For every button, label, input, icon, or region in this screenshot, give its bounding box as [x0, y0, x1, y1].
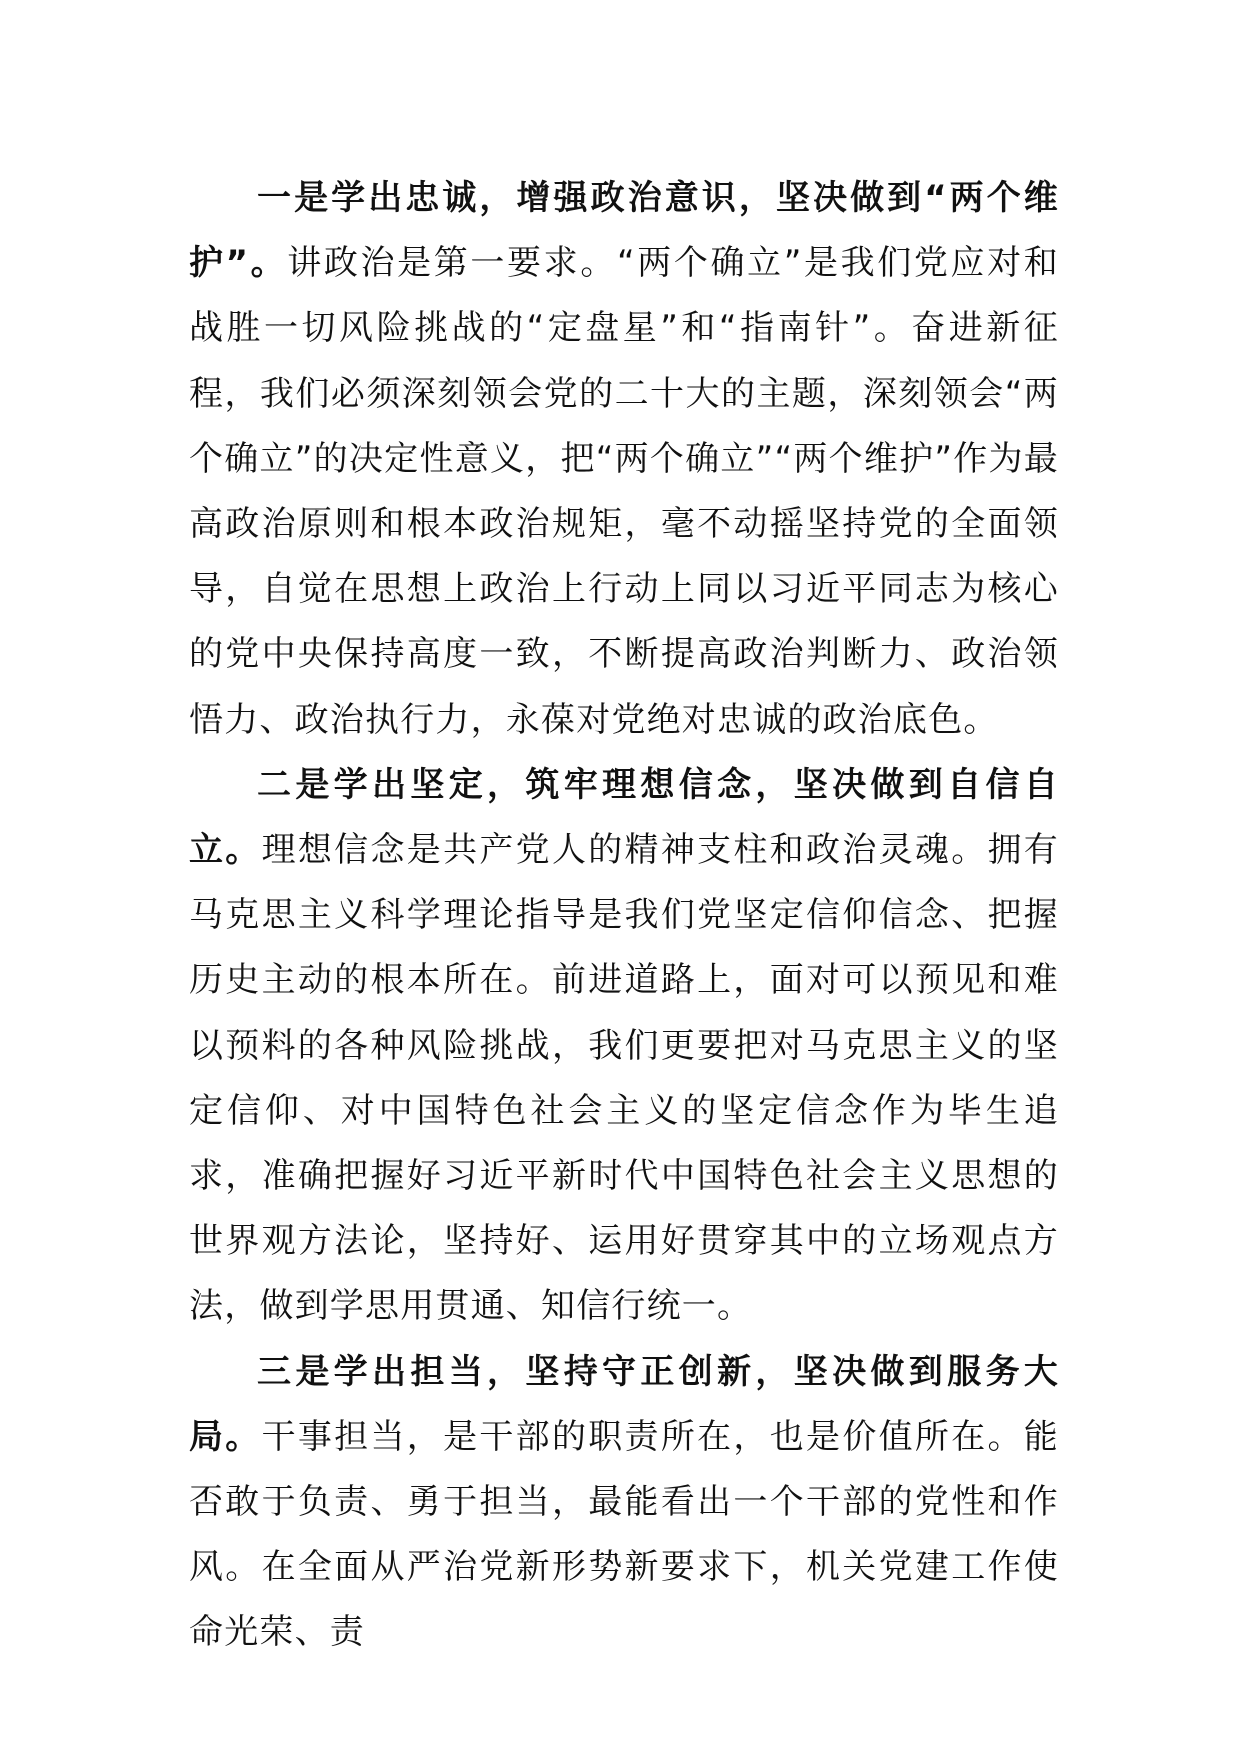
paragraph-text: 干事担当，是干部的职责所在，也是价值所在。能否敢于负责、勇于担当，最能看出一个干部的党性和作风。在全面从严治党新形势新要求下，机关党建工作使命光荣、责: [189, 1416, 1059, 1653]
paragraph-text: 讲政治是第一要求。“两个确立”是我们党应对和战胜一切风险挑战的“定盘星”和“指南针”。奋进新征程，我们必须深刻领会党的二十大的主题，深刻领会“两个确立”的决定性意义，把“两个确立”“两个维护”作为最高政治原则和根本政治规矩，毫不动摇坚持党的全面领导，自觉在思想上政治上行动上同以习近平同志为核心的党中央保持高度一致，不断提高政治判断力、政治领悟力、政治执行力，永葆对党绝对忠诚的政治底色。: [189, 243, 1059, 740]
paragraph-heading: 一是学出忠诚，增强政治意识，坚决做到“两个维护”。: [189, 178, 1059, 284]
paragraph-firmness: [189, 753, 1059, 1340]
paragraph-responsibility: [189, 1340, 1059, 1666]
paragraph-text: 理想信念是共产党人的精神支柱和政治灵魂。拥有马克思主义科学理论指导是我们党坚定信仰信念、把握历史主动的根本所在。前进道路上，面对可以预见和难以预料的各种风险挑战，我们更要把对马克思主义的坚定信仰、对中国特色社会主义的坚定信念作为毕生追求，准确把握好习近平新时代中国特色社会主义思想的世界观方法论，坚持好、运用好贯穿其中的立场观点方法，做到学思用贯通、知信行统一。: [189, 830, 1059, 1327]
paragraph-heading: 二是学出坚定，筑牢理想信念，坚决做到自信自立。: [189, 764, 1059, 871]
paragraph-heading: 三是学出担当，坚持守正创新，坚决做到服务大局。: [189, 1351, 1059, 1457]
paragraph-loyalty: [189, 166, 1059, 753]
document-body: [189, 166, 1059, 1666]
